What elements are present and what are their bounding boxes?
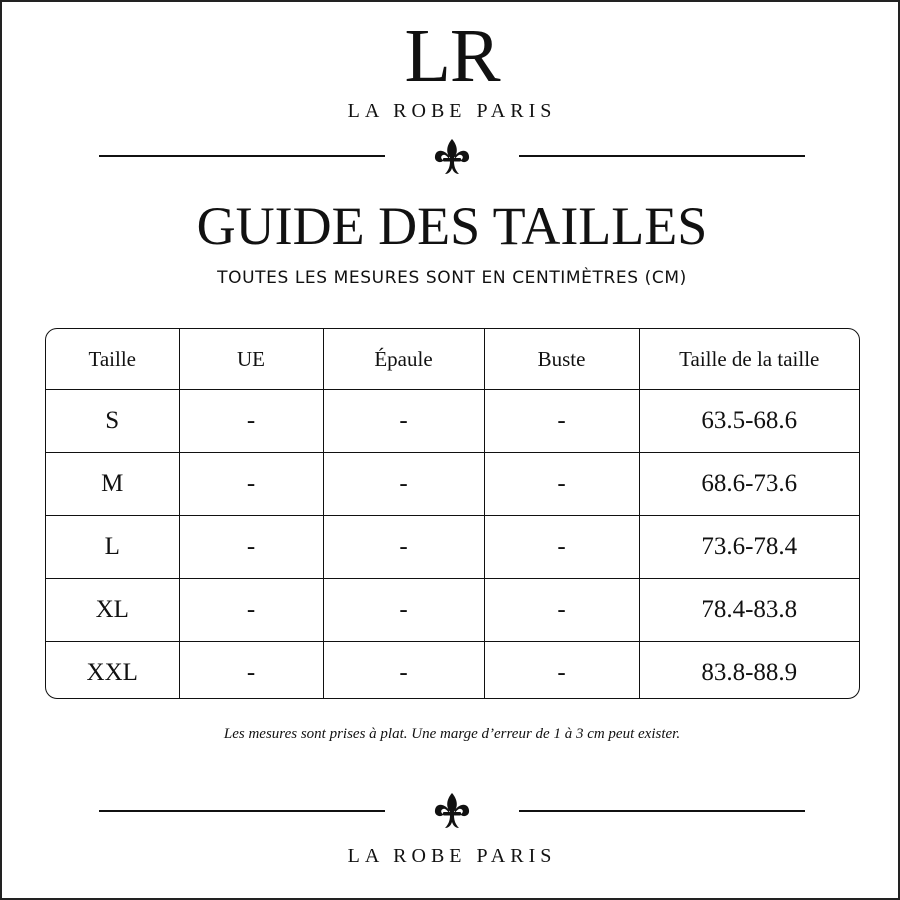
size-cell: S [46, 390, 179, 453]
waist-cell: 68.6-73.6 [639, 453, 859, 516]
column-header-shoulder: Épaule [323, 329, 484, 390]
bust-cell: - [484, 453, 639, 516]
page-title: GUIDE DES TAILLES [196, 196, 708, 256]
fleur-de-lis-icon [432, 791, 472, 831]
waist-cell: 63.5-68.6 [639, 390, 859, 453]
table-row [46, 579, 859, 642]
bust-cell: - [484, 579, 639, 642]
footer-brand-name: LA ROBE PARIS [347, 845, 557, 867]
shoulder-cell: - [323, 579, 484, 642]
table-row [46, 516, 859, 579]
eu-cell: - [179, 579, 323, 642]
waist-cell: 83.8-88.9 [639, 642, 859, 700]
size-cell: XL [46, 579, 179, 642]
bust-cell: - [484, 390, 639, 453]
bust-cell: - [484, 516, 639, 579]
size-table [45, 328, 860, 699]
column-header-waist: Taille de la taille [639, 329, 859, 390]
table-header-row [46, 329, 859, 390]
shoulder-cell: - [323, 516, 484, 579]
footer-divider-left [99, 810, 385, 812]
column-header-size: Taille [46, 329, 179, 390]
brand-name: LA ROBE PARIS [347, 100, 557, 122]
eu-cell: - [179, 642, 323, 700]
column-header-bust: Buste [484, 329, 639, 390]
footer-divider-right [519, 810, 805, 812]
shoulder-cell: - [323, 453, 484, 516]
eu-cell: - [179, 516, 323, 579]
measurement-note: Les mesures sont prises à plat. Une marge d’erreur de 1 à 3 cm peut exister. [223, 726, 681, 742]
size-cell: L [46, 516, 179, 579]
size-cell: M [46, 453, 179, 516]
size-cell: XXL [46, 642, 179, 700]
bust-cell: - [484, 642, 639, 700]
table-row [46, 390, 859, 453]
divider-left [99, 155, 385, 157]
shoulder-cell: - [323, 390, 484, 453]
column-header-eu: UE [179, 329, 323, 390]
waist-cell: 78.4-83.8 [639, 579, 859, 642]
divider-right [519, 155, 805, 157]
table-row [46, 453, 859, 516]
eu-cell: - [179, 390, 323, 453]
logo-monogram: LR [404, 14, 500, 98]
table-row [46, 642, 859, 700]
page-subtitle: TOUTES LES MESURES SONT EN CENTIMÈTRES (CM) [217, 268, 687, 288]
eu-cell: - [179, 453, 323, 516]
waist-cell: 73.6-78.4 [639, 516, 859, 579]
shoulder-cell: - [323, 642, 484, 700]
fleur-de-lis-icon [432, 137, 472, 177]
